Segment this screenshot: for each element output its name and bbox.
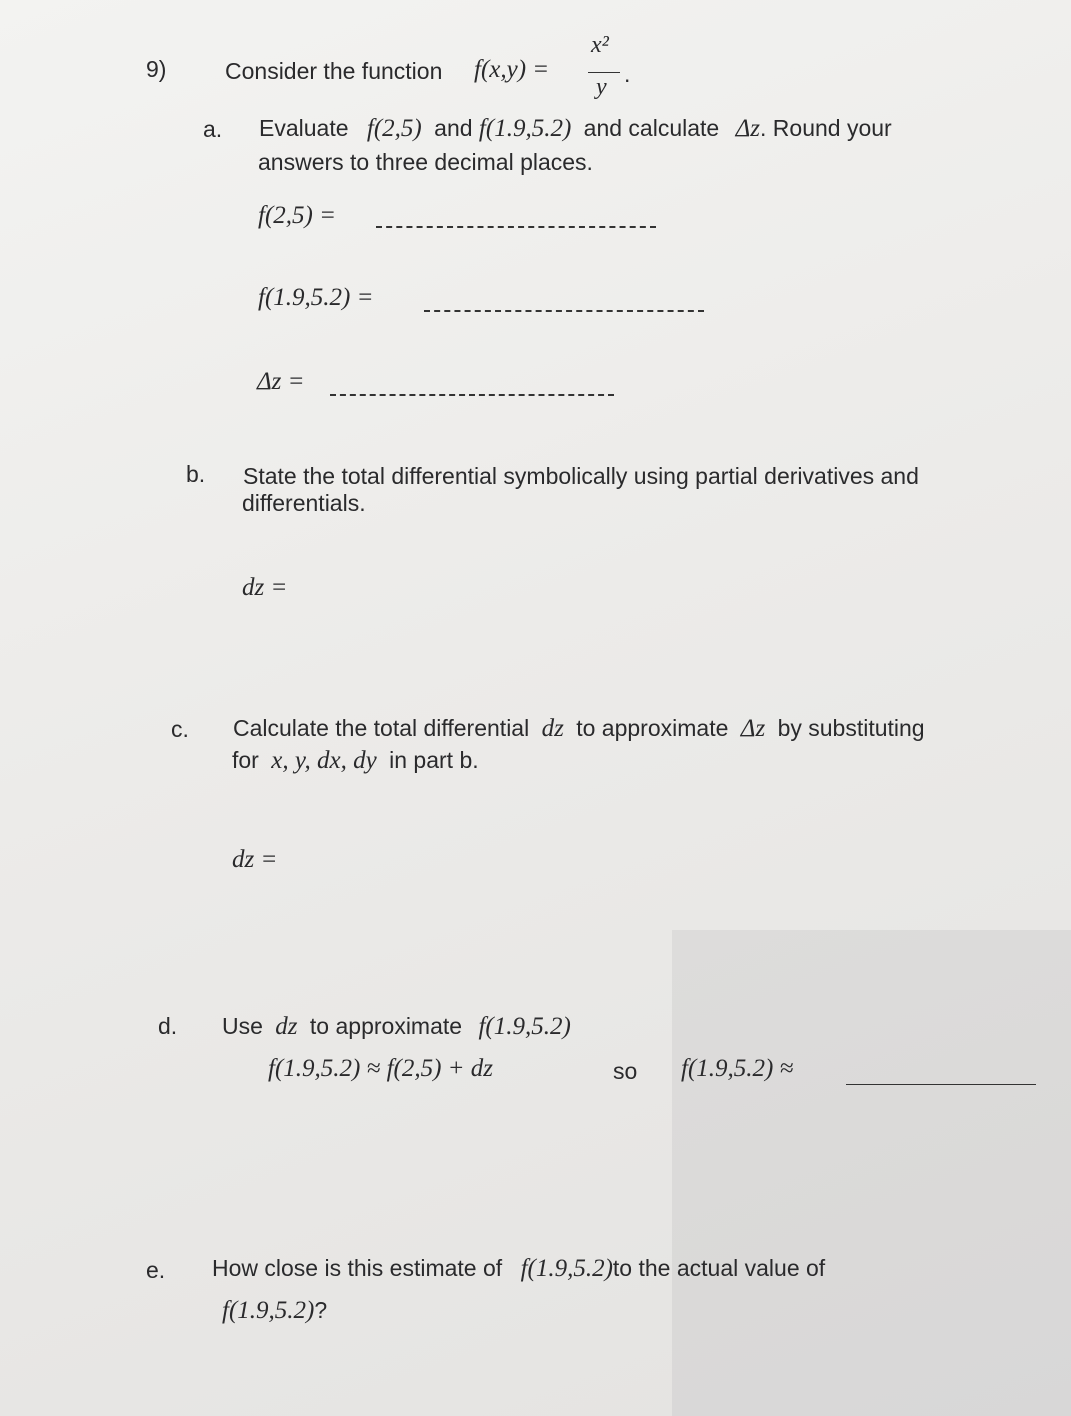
part-c-label: c. [171,716,189,742]
part-d-math-f1952: f(1.9,5.2) [478,1013,571,1040]
part-c-math-dz: dz [541,715,564,742]
part-e-line1 [212,1254,825,1283]
part-c-math-delta-z: Δz [740,715,766,742]
part-d-math-dz: dz [275,1013,298,1040]
problem-intro: Consider the function [225,58,443,84]
part-e-label: e. [146,1257,166,1283]
part-e-text-actual: to the actual value of [612,1255,826,1281]
part-a-math-dz: Δz [735,115,761,142]
part-b-label: b. [186,461,206,487]
part-e-line2 [222,1296,327,1325]
part-c-text-for: for [232,747,259,773]
blank-f1952-label: f(1.9,5.2) = [258,284,374,311]
answer-blank-delta-z[interactable] [330,394,614,396]
part-c-line1 [233,714,925,743]
part-a-line1 [259,114,892,143]
part-d-approx-result: f(1.9,5.2) ≈ [681,1055,794,1082]
function-period: . [624,61,631,87]
part-c-dz-label: dz = [232,846,278,873]
part-a-line2: answers to three decimal places. [258,149,593,175]
photo-shadow [672,930,1071,1416]
part-d-label: d. [158,1013,178,1039]
part-b-line1: State the total differential symbolically using partial derivatives and [243,463,919,489]
part-c-text-approx: to approximate [576,715,729,741]
blank-delta-z-label: Δz = [257,368,305,395]
answer-line-f1952-approx[interactable] [846,1084,1036,1085]
part-c-text-part-b: in part b. [389,747,479,773]
part-a-math-f25: f(2,5) [366,115,422,142]
function-lhs: f(x,y) = [474,56,550,83]
fraction-numerator: x² [591,32,609,58]
part-e-question-mark: ? [314,1297,328,1323]
part-a-math-f1952: f(1.9,5.2) [478,115,572,142]
part-d-approx-formula: f(1.9,5.2) ≈ f(2,5) + dz [268,1055,494,1082]
answer-blank-f1952[interactable] [424,310,704,312]
part-d-text-so: so [613,1058,638,1084]
part-c-text-substituting: by substituting [777,715,925,741]
fraction-bar [588,72,620,73]
function-fraction [586,32,624,112]
part-d-text-approx: to approximate [309,1013,463,1039]
part-b-line2: differentials. [242,490,366,516]
fraction-denominator: y [596,74,607,100]
problem-number: 9) [146,56,167,82]
part-a-label: a. [203,116,223,142]
part-a-text-calculate: and calculate [583,115,720,141]
part-e-text-how-close: How close is this estimate of [212,1255,503,1281]
part-c-line2 [232,746,479,775]
part-a-text-and: and [434,115,473,141]
part-d-line1 [222,1012,571,1041]
part-d-text-use: Use [222,1013,263,1039]
blank-f25-label: f(2,5) = [258,202,336,229]
part-b-dz-label: dz = [242,574,288,601]
answer-blank-f25[interactable] [376,226,656,228]
part-a-text-round: . Round your [760,115,892,141]
part-e-math-f1952-2: f(1.9,5.2) [222,1297,315,1324]
part-c-math-vars: x, y, dx, dy [271,747,377,774]
part-e-math-f1952: f(1.9,5.2) [520,1255,613,1282]
part-c-text-calculate: Calculate the total differential [233,715,530,741]
part-a-text-evaluate: Evaluate [259,115,349,141]
